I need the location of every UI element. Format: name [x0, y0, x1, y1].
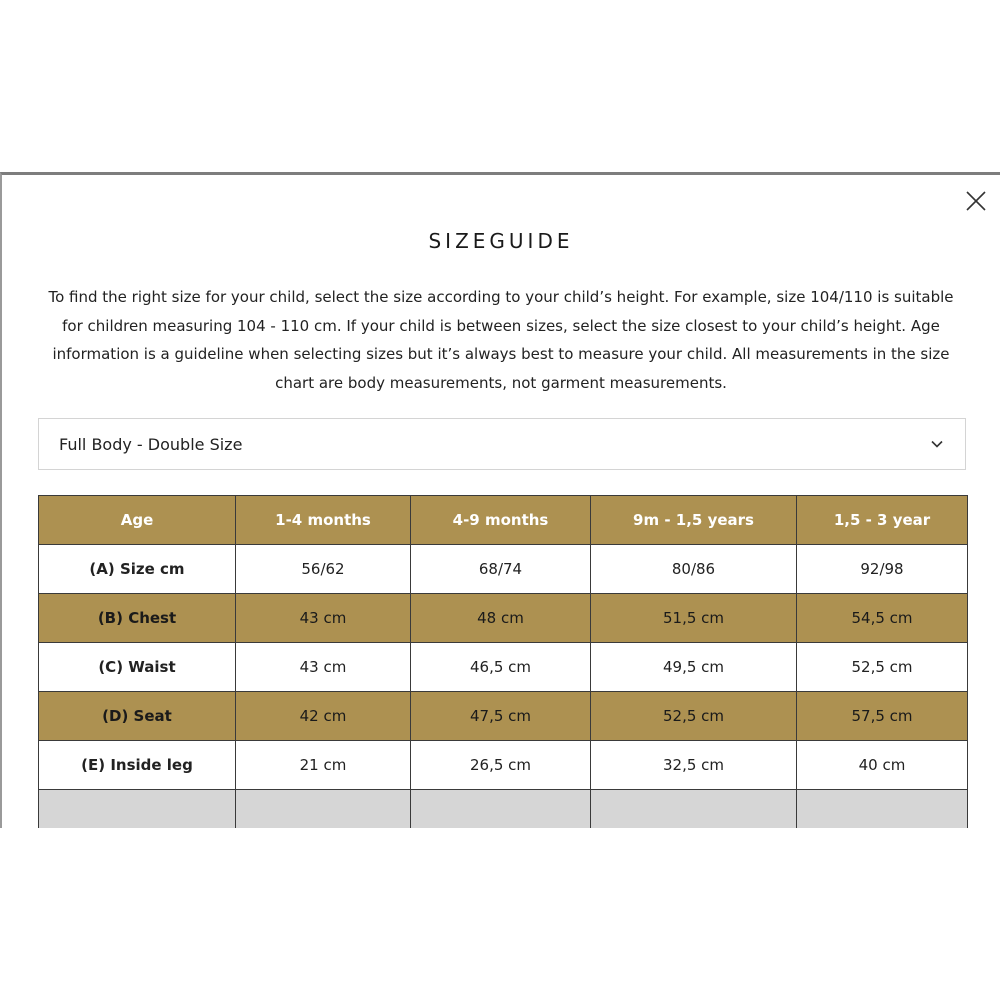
close-button[interactable]	[964, 189, 988, 213]
table-cell: 49,5 cm	[591, 643, 797, 692]
table-row	[39, 741, 968, 790]
table-cell: 56/62	[236, 545, 411, 594]
table-cell: 42 cm	[236, 692, 411, 741]
table-cell: 43 cm	[236, 594, 411, 643]
modal-title: SIZEGUIDE	[428, 229, 574, 253]
table-cell: 52,5 cm	[591, 692, 797, 741]
close-icon	[964, 189, 988, 213]
table-header: 1-4 months	[236, 496, 411, 545]
table-cell: 92/98	[797, 545, 968, 594]
table-row	[39, 692, 968, 741]
table-cell-empty	[797, 790, 968, 829]
table-cell: 57,5 cm	[797, 692, 968, 741]
table-cell: 40 cm	[797, 741, 968, 790]
row-label: (A) Size cm	[39, 545, 236, 594]
size-table	[38, 495, 968, 828]
intro-text: To find the right size for your child, select the size according to your child’s height. For example, size 104/110 is suitable for children measuring 104 - 110 cm. If your child is between sizes, select the size closest to your child’s height. Age information is a guideline when selecting sizes but it’s always best to measure your child. All measurements in the size chart are body measurements, not garment measurements.	[48, 288, 954, 392]
table-header: 1,5 - 3 year	[797, 496, 968, 545]
table-header-row	[39, 496, 968, 545]
table-cell: 68/74	[411, 545, 591, 594]
table-row	[39, 594, 968, 643]
table-row	[39, 643, 968, 692]
table-cell: 26,5 cm	[411, 741, 591, 790]
table-cell-empty	[411, 790, 591, 829]
table-cell: 51,5 cm	[591, 594, 797, 643]
select-value: Full Body - Double Size	[59, 434, 243, 454]
table-cell: 47,5 cm	[411, 692, 591, 741]
table-cell-empty	[39, 790, 236, 829]
size-guide-modal	[0, 172, 1000, 828]
table-row	[39, 545, 968, 594]
table-row-empty	[39, 790, 968, 829]
size-table-wrap	[38, 495, 967, 828]
table-header: 4-9 months	[411, 496, 591, 545]
row-label: (B) Chest	[39, 594, 236, 643]
table-cell: 32,5 cm	[591, 741, 797, 790]
table-cell: 80/86	[591, 545, 797, 594]
table-cell: 46,5 cm	[411, 643, 591, 692]
table-header: 9m - 1,5 years	[591, 496, 797, 545]
table-cell: 48 cm	[411, 594, 591, 643]
table-cell-empty	[591, 790, 797, 829]
table-header: Age	[39, 496, 236, 545]
row-label: (D) Seat	[39, 692, 236, 741]
table-cell: 52,5 cm	[797, 643, 968, 692]
table-cell-empty	[236, 790, 411, 829]
row-label: (E) Inside leg	[39, 741, 236, 790]
chevron-down-icon	[929, 436, 945, 452]
size-chart-select[interactable]	[38, 418, 966, 470]
table-cell: 43 cm	[236, 643, 411, 692]
row-label: (C) Waist	[39, 643, 236, 692]
table-cell: 21 cm	[236, 741, 411, 790]
table-cell: 54,5 cm	[797, 594, 968, 643]
